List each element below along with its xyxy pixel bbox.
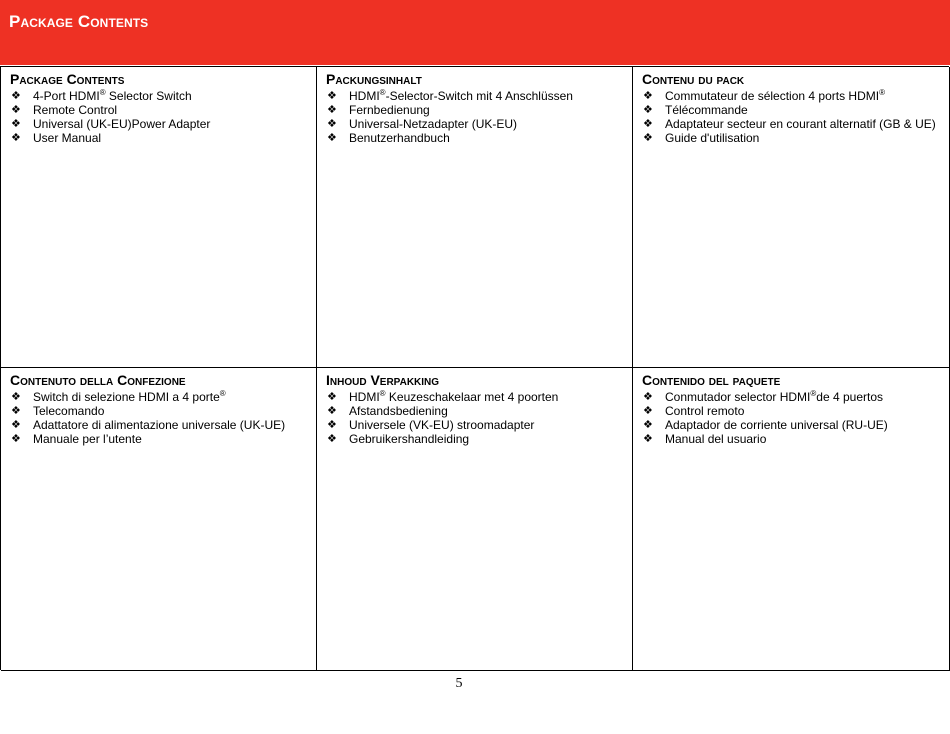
diamond-bullet-icon: ❖ xyxy=(11,90,21,102)
list-item xyxy=(10,131,308,145)
cell-english xyxy=(1,67,317,368)
list-item xyxy=(642,404,941,418)
cell-german xyxy=(317,67,633,368)
item-list xyxy=(10,89,308,145)
list-item xyxy=(326,418,624,432)
diamond-bullet-icon: ❖ xyxy=(643,419,653,431)
diamond-bullet-icon: ❖ xyxy=(327,419,337,431)
list-item xyxy=(326,117,624,131)
list-item xyxy=(10,390,308,404)
item-text: Adattatore di alimentazione universale (UK-UE) xyxy=(33,418,286,432)
diamond-bullet-icon: ❖ xyxy=(643,391,653,403)
diamond-bullet-icon: ❖ xyxy=(643,118,653,130)
list-item xyxy=(642,131,941,145)
diamond-bullet-icon: ❖ xyxy=(327,433,337,445)
item-text: Afstandsbediening xyxy=(349,404,448,418)
cell-title: Package Contents xyxy=(10,71,125,87)
item-text: Benutzerhandbuch xyxy=(349,131,450,145)
diamond-bullet-icon: ❖ xyxy=(643,104,653,116)
item-text: Control remoto xyxy=(665,404,745,418)
item-text: User Manual xyxy=(33,131,102,145)
item-text: Conmutador selector HDMI®de 4 puertos xyxy=(665,389,884,404)
item-text: HDMI® Keuzeschakelaar met 4 poorten xyxy=(349,389,559,404)
item-text: Gebruikershandleiding xyxy=(349,432,470,446)
contents-grid xyxy=(0,66,949,670)
cell-dutch xyxy=(317,368,633,671)
diamond-bullet-icon: ❖ xyxy=(11,132,21,144)
diamond-bullet-icon: ❖ xyxy=(11,391,21,403)
cell-title: Contenu du pack xyxy=(642,71,745,87)
diamond-bullet-icon: ❖ xyxy=(327,405,337,417)
list-item xyxy=(642,390,941,404)
cell-title: Inhoud Verpakking xyxy=(326,372,440,388)
diamond-bullet-icon: ❖ xyxy=(643,433,653,445)
item-text: Manuale per l’utente xyxy=(33,432,142,446)
list-item xyxy=(10,432,308,446)
item-list xyxy=(326,89,624,145)
item-list xyxy=(10,390,308,446)
list-item xyxy=(326,404,624,418)
list-item xyxy=(326,390,624,404)
diamond-bullet-icon: ❖ xyxy=(11,419,21,431)
list-item xyxy=(642,89,941,103)
item-text: Guide d'utilisation xyxy=(665,131,760,145)
list-item xyxy=(326,432,624,446)
list-item xyxy=(642,103,941,117)
list-item xyxy=(326,131,624,145)
diamond-bullet-icon: ❖ xyxy=(327,104,337,116)
cell-italian xyxy=(1,368,317,671)
diamond-bullet-icon: ❖ xyxy=(11,118,21,130)
item-text: Fernbedienung xyxy=(349,103,430,117)
list-item xyxy=(10,117,308,131)
item-text: Adaptador de corriente universal (RU-UE) xyxy=(665,418,888,432)
item-text: Commutateur de sélection 4 ports HDMI® xyxy=(665,88,885,103)
item-list xyxy=(642,89,941,145)
cell-title: Packungsinhalt xyxy=(326,71,422,87)
diamond-bullet-icon: ❖ xyxy=(11,104,21,116)
list-item xyxy=(642,117,941,131)
item-list xyxy=(326,390,624,446)
cell-spanish xyxy=(633,368,950,671)
list-item xyxy=(326,103,624,117)
diamond-bullet-icon: ❖ xyxy=(327,132,337,144)
item-text: Adaptateur secteur en courant alternatif (GB & UE) xyxy=(665,117,936,131)
item-text: 4-Port HDMI® Selector Switch xyxy=(33,88,192,103)
list-item xyxy=(326,89,624,103)
diamond-bullet-icon: ❖ xyxy=(11,405,21,417)
diamond-bullet-icon: ❖ xyxy=(643,90,653,102)
list-item xyxy=(10,89,308,103)
diamond-bullet-icon: ❖ xyxy=(643,405,653,417)
page-number: 5 xyxy=(455,676,463,691)
header-banner xyxy=(0,0,950,65)
cell-french xyxy=(633,67,950,368)
item-text: Télécommande xyxy=(665,103,748,117)
cell-title: Contenido del paquete xyxy=(642,372,781,388)
list-item xyxy=(10,418,308,432)
item-text: Telecomando xyxy=(33,404,105,418)
item-text: Remote Control xyxy=(33,103,118,117)
diamond-bullet-icon: ❖ xyxy=(643,132,653,144)
list-item xyxy=(10,404,308,418)
item-text: HDMI®-Selector-Switch mit 4 Anschlüssen xyxy=(349,88,573,103)
list-item xyxy=(10,103,308,117)
item-list xyxy=(642,390,941,446)
item-text: Universele (VK-EU) stroomadapter xyxy=(349,418,535,432)
cell-title: Contenuto della Confezione xyxy=(10,372,186,388)
item-text: Universal-Netzadapter (UK-EU) xyxy=(349,117,518,131)
diamond-bullet-icon: ❖ xyxy=(327,118,337,130)
page-title: Package Contents xyxy=(9,12,149,31)
item-text: Switch di selezione HDMI a 4 porte® xyxy=(33,389,226,404)
item-text: Manual del usuario xyxy=(665,432,767,446)
list-item xyxy=(642,418,941,432)
item-text: Universal (UK-EU)Power Adapter xyxy=(33,117,211,131)
diamond-bullet-icon: ❖ xyxy=(327,90,337,102)
diamond-bullet-icon: ❖ xyxy=(11,433,21,445)
list-item xyxy=(642,432,941,446)
diamond-bullet-icon: ❖ xyxy=(327,391,337,403)
